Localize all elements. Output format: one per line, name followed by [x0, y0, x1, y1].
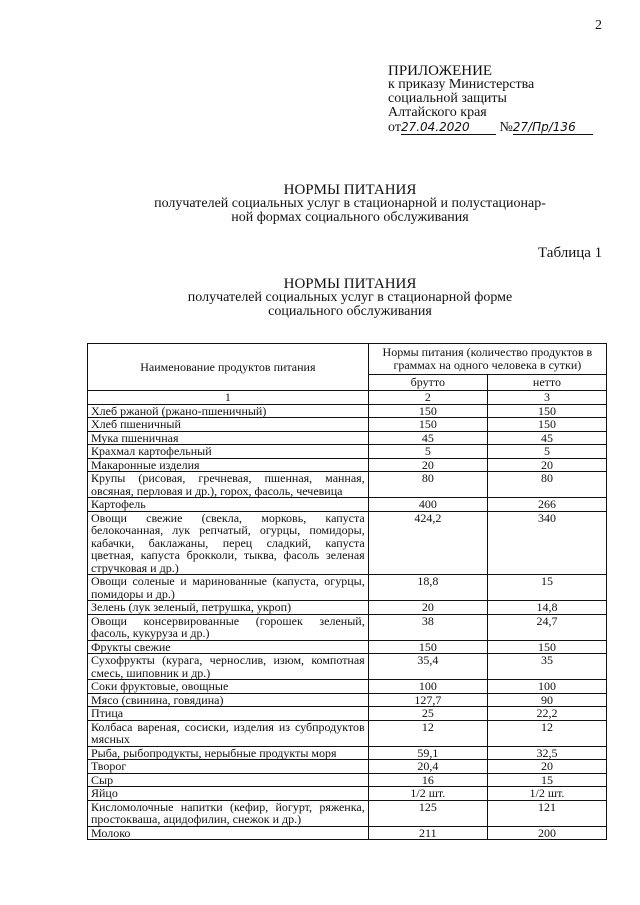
page-subtitle: получателей социальных услуг в стационарной и полустационар- [154, 196, 546, 211]
appendix-line: Алтайского края [388, 105, 487, 120]
netto-cell: 35 [487, 654, 606, 680]
netto-cell: 15 [487, 773, 606, 787]
brutto-cell: 18,8 [368, 575, 487, 601]
product-name-cell: Хлеб ржаной (ржано-пшеничный) [88, 404, 369, 418]
table-row [88, 746, 607, 760]
column-header-netto: нетто [487, 374, 606, 390]
netto-cell: 150 [487, 640, 606, 654]
brutto-cell: 150 [368, 404, 487, 418]
table-row [88, 654, 607, 680]
product-name-cell: Птица [88, 707, 369, 721]
table-row [88, 431, 607, 445]
appendix-title: ПРИЛОЖЕНИЕ [388, 63, 493, 79]
netto-cell: 90 [487, 693, 606, 707]
brutto-cell: 125 [368, 800, 487, 826]
product-name-cell: Сыр [88, 773, 369, 787]
table-title: НОРМЫ ПИТАНИЯ [283, 276, 417, 292]
table-label: Таблица 1 [538, 245, 603, 261]
brutto-cell: 12 [368, 720, 487, 746]
appendix-line: к приказу Министерства [388, 77, 535, 92]
column-header-brutto: брутто [368, 374, 487, 390]
table-row [88, 472, 607, 498]
table-row [88, 680, 607, 694]
netto-cell: 20 [487, 760, 606, 774]
product-name-cell: Кисломолочные напитки (кефир, йогурт, ряженка, простокваша, ацидофилин, снежок и др.) [88, 800, 369, 826]
brutto-cell: 25 [368, 707, 487, 721]
netto-cell: 150 [487, 418, 606, 432]
netto-cell: 266 [487, 498, 606, 512]
product-name-cell: Фрукты свежие [88, 640, 369, 654]
netto-cell: 5 [487, 445, 606, 459]
column-index: 2 [368, 391, 487, 405]
brutto-cell: 20,4 [368, 760, 487, 774]
product-name-cell: Соки фруктовые, овощные [88, 680, 369, 694]
product-name-cell: Мясо (свинина, говядина) [88, 693, 369, 707]
netto-cell: 15 [487, 575, 606, 601]
table-row [88, 498, 607, 512]
table-row [88, 418, 607, 432]
norms-table-body [88, 404, 607, 840]
brutto-cell: 80 [368, 472, 487, 498]
product-name-cell: Крахмал картофельный [88, 445, 369, 459]
page-number: 2 [595, 18, 602, 33]
netto-cell: 200 [487, 826, 606, 840]
norms-table [87, 343, 607, 840]
product-name-cell: Овощи свежие (свекла, морковь, капуста белокочанная, лук репчатый, огурцы, помидоры, кабачки, баклажаны, перец сладкий, капуста цветная, капуста брокколи, тыква, фасоль зеленая стручковая и др.) [88, 511, 369, 575]
brutto-cell: 150 [368, 418, 487, 432]
netto-cell: 24,7 [487, 614, 606, 640]
table-row [88, 800, 607, 826]
table-row [88, 445, 607, 459]
brutto-cell: 35,4 [368, 654, 487, 680]
appendix-line: социальной защиты [388, 91, 507, 106]
product-name-cell: Овощи консервированные (горошек зеленый, фасоль, кукуруза и др.) [88, 614, 369, 640]
table-row [88, 404, 607, 418]
product-name-cell: Зелень (лук зеленый, петрушка, укроп) [88, 601, 369, 615]
table-row [88, 760, 607, 774]
netto-cell: 1/2 шт. [487, 787, 606, 801]
brutto-cell: 16 [368, 773, 487, 787]
brutto-cell: 5 [368, 445, 487, 459]
column-index: 3 [487, 391, 606, 405]
brutto-cell: 59,1 [368, 746, 487, 760]
product-name-cell: Рыба, рыбопродукты, нерыбные продукты моря [88, 746, 369, 760]
product-name-cell: Мука пшеничная [88, 431, 369, 445]
brutto-cell: 38 [368, 614, 487, 640]
product-name-cell: Яйцо [88, 787, 369, 801]
netto-cell: 20 [487, 458, 606, 472]
netto-cell: 121 [487, 800, 606, 826]
table-row [88, 614, 607, 640]
table-row [88, 640, 607, 654]
brutto-cell: 100 [368, 680, 487, 694]
product-name-cell: Картофель [88, 498, 369, 512]
table-row [88, 601, 607, 615]
table-subtitle: получателей социальных услуг в стационарной форме [187, 290, 513, 305]
table-row [88, 575, 607, 601]
product-name-cell: Хлеб пшеничный [88, 418, 369, 432]
table-row [88, 720, 607, 746]
brutto-cell: 1/2 шт. [368, 787, 487, 801]
brutto-cell: 20 [368, 601, 487, 615]
page-subtitle: ной формах социального обслуживания [231, 210, 469, 225]
netto-cell: 14,8 [487, 601, 606, 615]
table-row [88, 787, 607, 801]
handwritten-date: 27.04.2020 [401, 120, 496, 135]
table-row [88, 826, 607, 840]
brutto-cell: 150 [368, 640, 487, 654]
appendix-date-number [388, 120, 593, 135]
table-subtitle: социального обслуживания [268, 304, 432, 319]
table-title-block [0, 277, 640, 319]
table-row [88, 458, 607, 472]
product-name-cell: Молоко [88, 826, 369, 840]
date-prefix: от [388, 120, 401, 135]
netto-cell: 150 [487, 404, 606, 418]
header-block [0, 183, 640, 225]
number-prefix: № [499, 120, 513, 135]
netto-cell: 45 [487, 431, 606, 445]
table-row [88, 511, 607, 575]
netto-cell: 100 [487, 680, 606, 694]
column-header-norms: Нормы питания (количество продуктов в граммах на одного человека в сутки) [368, 344, 606, 375]
brutto-cell: 211 [368, 826, 487, 840]
product-name-cell: Творог [88, 760, 369, 774]
netto-cell: 80 [487, 472, 606, 498]
brutto-cell: 127,7 [368, 693, 487, 707]
table-row [88, 693, 607, 707]
table-row [88, 707, 607, 721]
brutto-cell: 20 [368, 458, 487, 472]
netto-cell: 12 [487, 720, 606, 746]
brutto-cell: 424,2 [368, 511, 487, 575]
brutto-cell: 45 [368, 431, 487, 445]
table-row [88, 773, 607, 787]
product-name-cell: Овощи соленые и маринованные (капуста, огурцы, помидоры и др.) [88, 575, 369, 601]
handwritten-number: 27/Пр/136 [513, 120, 593, 135]
page-title: НОРМЫ ПИТАНИЯ [283, 182, 417, 198]
product-name-cell: Колбаса вареная, сосиски, изделия из субпродуктов мясных [88, 720, 369, 746]
product-name-cell: Макаронные изделия [88, 458, 369, 472]
column-header-product: Наименование продуктов питания [88, 344, 369, 391]
netto-cell: 340 [487, 511, 606, 575]
appendix-block [388, 64, 593, 135]
netto-cell: 32,5 [487, 746, 606, 760]
netto-cell: 22,2 [487, 707, 606, 721]
product-name-cell: Сухофрукты (курага, чернослив, изюм, компотная смесь, шиповник и др.) [88, 654, 369, 680]
product-name-cell: Крупы (рисовая, гречневая, пшенная, манная, овсяная, перловая и др.), горох, фасоль, чечевица [88, 472, 369, 498]
brutto-cell: 400 [368, 498, 487, 512]
column-index: 1 [88, 391, 369, 405]
